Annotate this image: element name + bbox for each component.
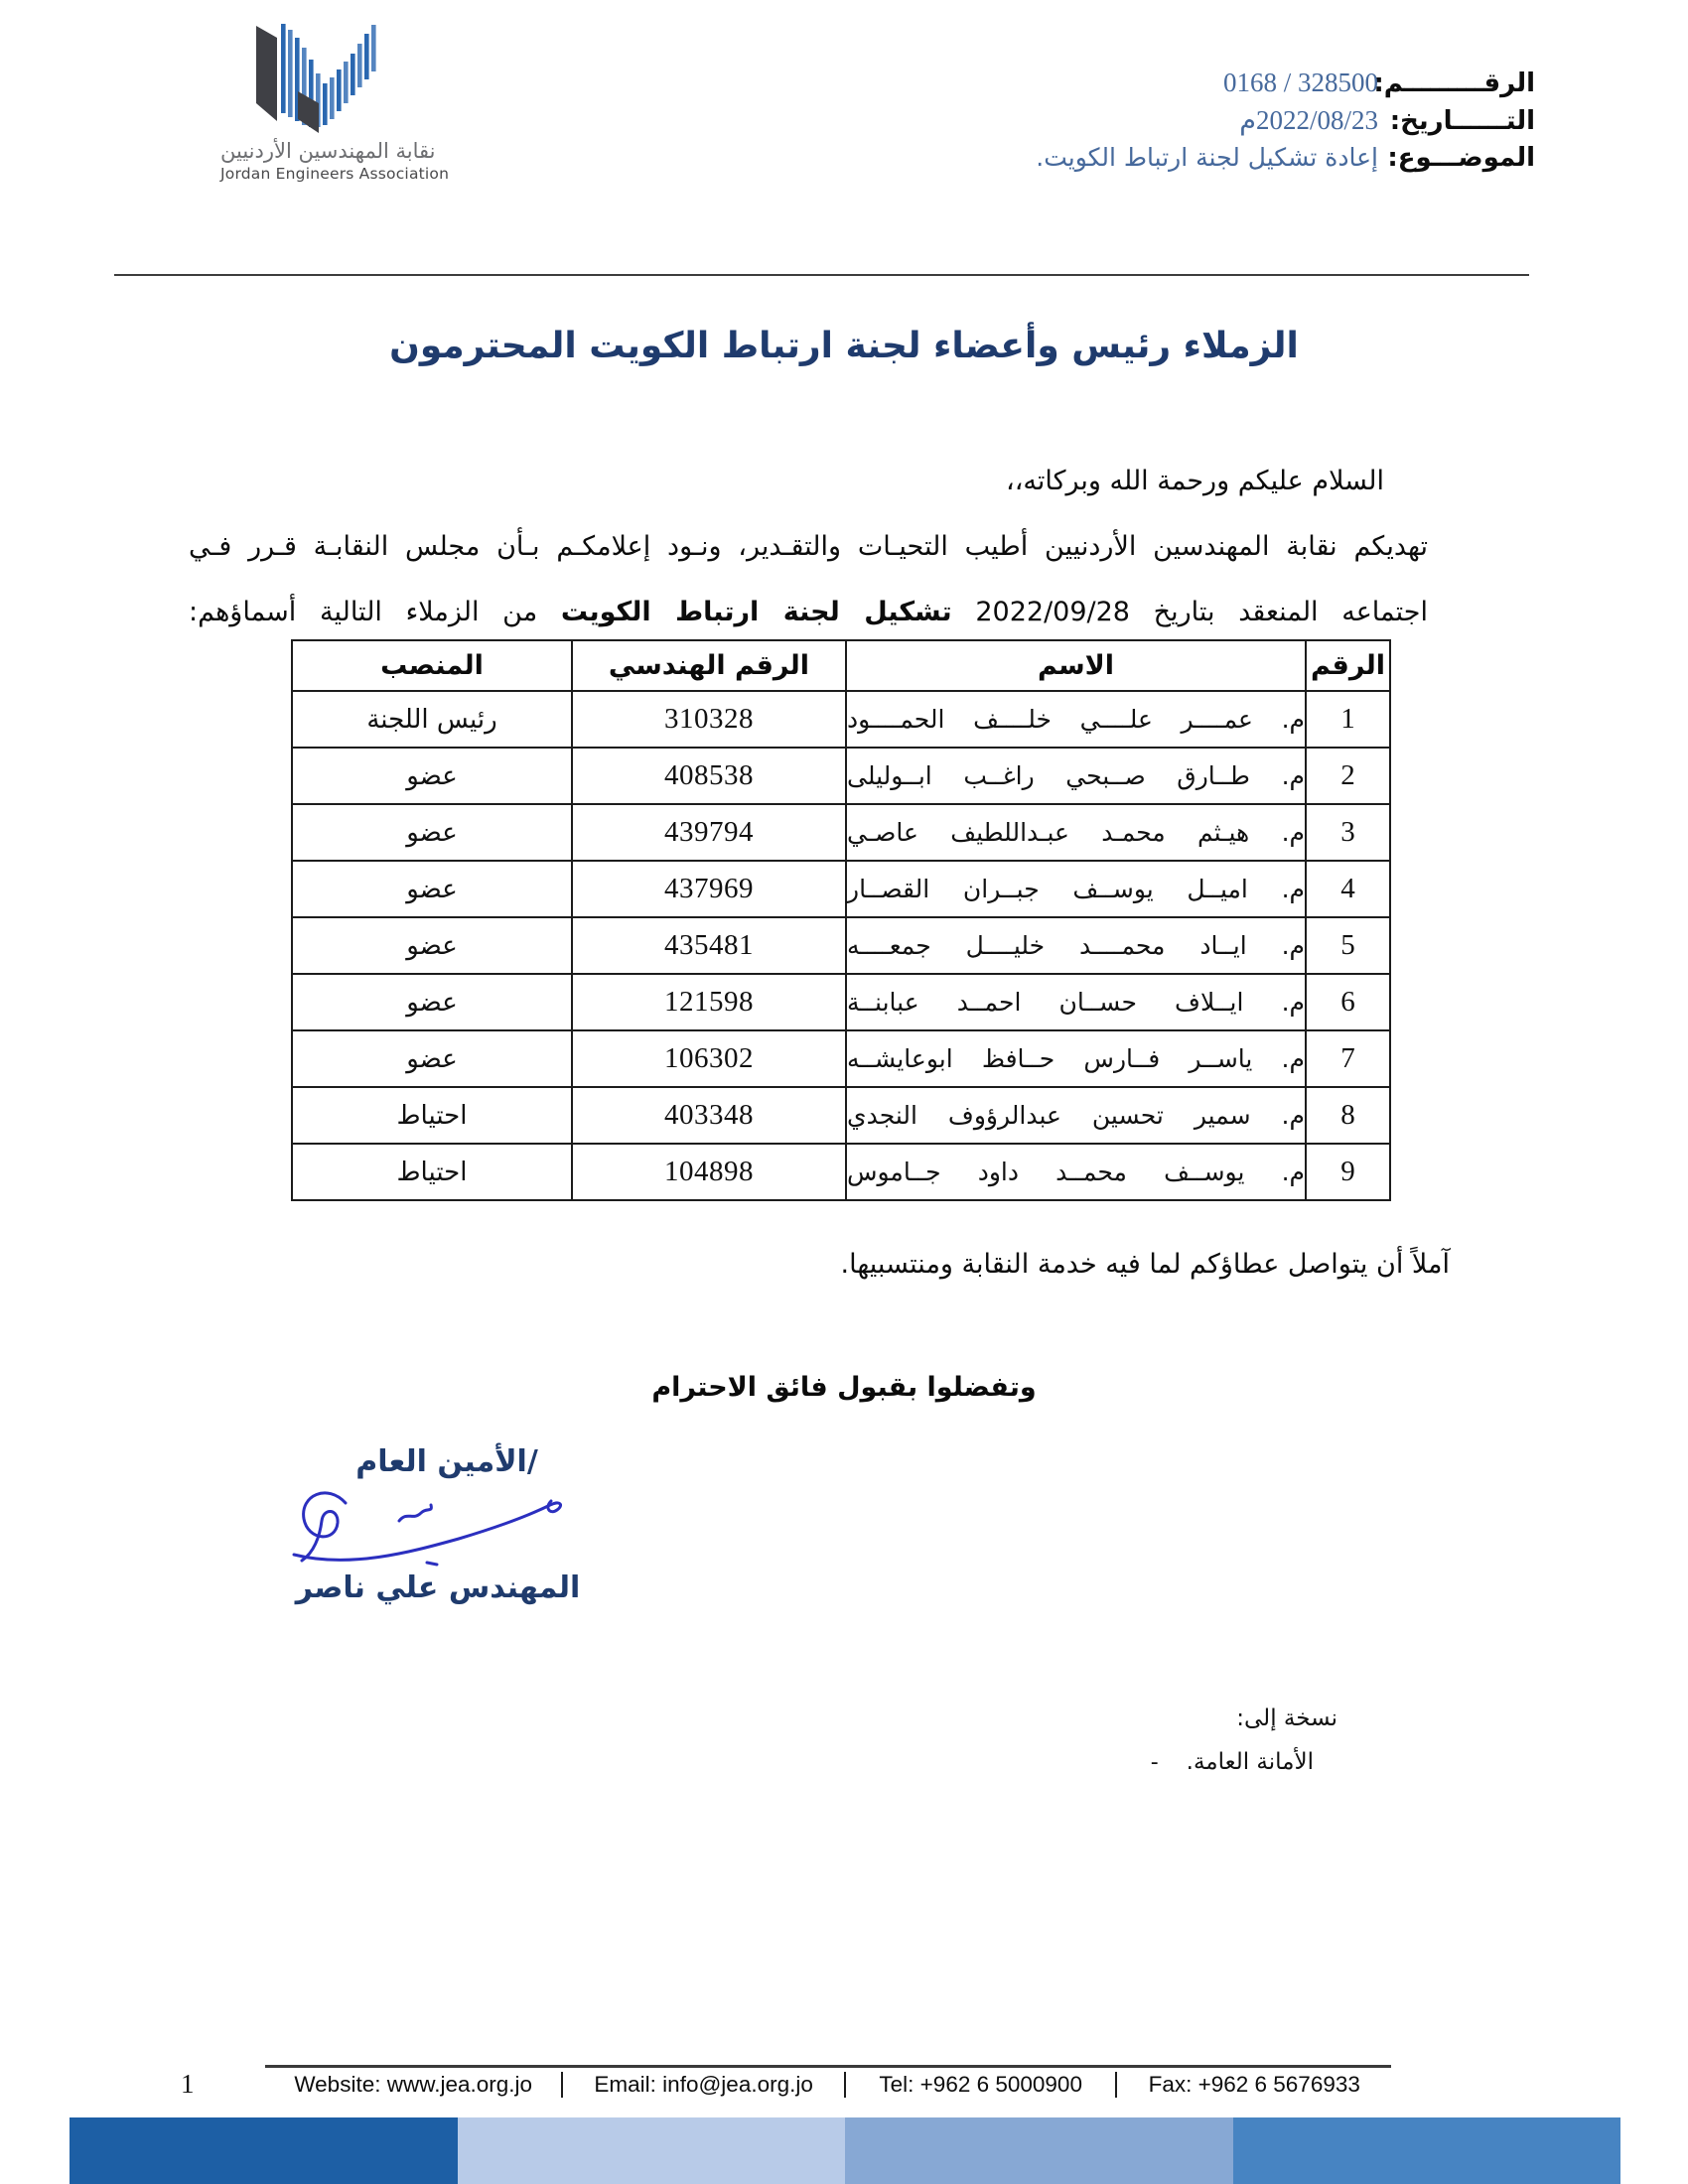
row-no: 6 — [1306, 974, 1390, 1030]
row-position: عضو — [292, 974, 572, 1030]
table-row — [292, 1030, 1390, 1087]
row-eng-no: 310328 — [572, 691, 846, 748]
row-name: م. يوســف محمــد داود جــاموس — [846, 1144, 1306, 1200]
table-row — [292, 1144, 1390, 1200]
bottom-color-bar — [70, 2117, 1620, 2184]
row-no: 7 — [1306, 1030, 1390, 1087]
footer-fax: Fax: +962 6 5676933 — [1115, 2072, 1391, 2098]
copy-to-label: نسخة إلى: — [1236, 1706, 1337, 1731]
footer-email: Email: info@jea.org.jo — [561, 2072, 844, 2098]
row-no: 1 — [1306, 691, 1390, 748]
row-position: احتياط — [292, 1087, 572, 1144]
footer-tel: Tel: +962 6 5000900 — [844, 2072, 1116, 2098]
date-value: 2022/08/23م — [1239, 105, 1378, 135]
body-line-3-pre: اجتماعه المنعقد بتاريخ 2022/09/28 — [951, 597, 1428, 627]
table-row — [292, 917, 1390, 974]
row-position: رئيس اللجنة — [292, 691, 572, 748]
row-no: 3 — [1306, 804, 1390, 861]
meta-row-subject — [1036, 143, 1535, 181]
number-value: 0168 / 328500 — [1222, 68, 1378, 97]
logo-name-arabic: نقابة المهندسين الأردنيين — [220, 139, 436, 163]
row-position: عضو — [292, 804, 572, 861]
row-eng-no: 408538 — [572, 748, 846, 804]
row-position: عضو — [292, 748, 572, 804]
row-no: 9 — [1306, 1144, 1390, 1200]
row-position: عضو — [292, 917, 572, 974]
jea-logo — [220, 16, 450, 183]
meta-row-number — [1036, 68, 1535, 105]
subject-label: الموضـــوع: — [1387, 143, 1535, 173]
color-bar-segment — [70, 2117, 458, 2184]
row-no: 4 — [1306, 861, 1390, 917]
row-name: م. ايــلاف حســان احمــد عبابنــة — [846, 974, 1306, 1030]
body-line-3-bold: تشكيل لجنة ارتباط الكويت — [560, 597, 952, 627]
closing-wish: آملاً أن يتواصل عطاؤكم لما فيه خدمة النقابة ومنتسبيها. — [840, 1249, 1450, 1280]
table-header-row — [292, 640, 1390, 691]
closing-respect: وتفضلوا بقبول فائق الاحترام — [651, 1372, 1037, 1403]
row-eng-no: 106302 — [572, 1030, 846, 1087]
logo-name-english: Jordan Engineers Association — [220, 165, 450, 183]
copy-to-item — [1151, 1749, 1314, 1775]
letter-body — [189, 449, 1428, 645]
header-eng-no: الرقم الهندسي — [572, 640, 846, 691]
color-bar-segment — [1233, 2117, 1621, 2184]
copy-to-dash: - — [1150, 1750, 1159, 1775]
header-no: الرقم — [1306, 640, 1390, 691]
date-label: التــــــاريخ: — [1389, 106, 1535, 136]
row-position: عضو — [292, 1030, 572, 1087]
row-name: م. هيـثم محمـد عبـداللطيف عاصـي — [846, 804, 1306, 861]
meta-row-date — [1036, 105, 1535, 143]
row-position: احتياط — [292, 1144, 572, 1200]
color-bar-segment — [458, 2117, 846, 2184]
row-eng-no: 121598 — [572, 974, 846, 1030]
number-label: الرقـــــــــم: — [1373, 68, 1535, 98]
letter-title: الزملاء رئيس وأعضاء لجنة ارتباط الكويت المحترمون — [389, 326, 1299, 366]
row-name: م. ايــاد محمــــد خليــــل جمعــــه — [846, 917, 1306, 974]
row-eng-no: 439794 — [572, 804, 846, 861]
row-name: م. عمــــر علــــي خلــــف الحمــــود — [846, 691, 1306, 748]
row-name: م. سمير تحسين عبدالرؤوف النجدي — [846, 1087, 1306, 1144]
signature-scribble-icon — [280, 1481, 583, 1580]
footer-website: Website: www.jea.org.jo — [294, 2072, 533, 2097]
header-position: المنصب — [292, 640, 572, 691]
table-row — [292, 861, 1390, 917]
jea-logo-icon — [256, 16, 383, 133]
subject-value: إعادة تشكيل لجنة ارتباط الكويت. — [1036, 143, 1378, 172]
row-name: م. طــارق صــبحي راغــب ابــوليلى — [846, 748, 1306, 804]
table-row — [292, 691, 1390, 748]
body-line-3-post: من الزملاء التالية أسماؤهم: — [189, 597, 561, 627]
table-row — [292, 804, 1390, 861]
row-name: م. ياســر فــارس حــافظ ابوعايشــه — [846, 1030, 1306, 1087]
row-position: عضو — [292, 861, 572, 917]
row-no: 2 — [1306, 748, 1390, 804]
header-name: الاسم — [846, 640, 1306, 691]
row-no: 5 — [1306, 917, 1390, 974]
letter-meta — [1036, 68, 1535, 181]
table-row — [292, 974, 1390, 1030]
page-number: 1 — [181, 2069, 195, 2099]
row-no: 8 — [1306, 1087, 1390, 1144]
row-eng-no: 437969 — [572, 861, 846, 917]
row-eng-no: 104898 — [572, 1144, 846, 1200]
color-bar-segment — [845, 2117, 1233, 2184]
body-line-2: تهديكم نقابة المهندسين الأردنيين أطيب التحيـات والتقـدير، ونـود إعلامكـم بـأن مجلس النقابـة قـرر فـي — [189, 531, 1428, 562]
greeting-line: السلام عليكم ورحمة الله وبركاته،، — [1006, 466, 1384, 496]
signature-name: المهندس علي ناصر — [295, 1570, 581, 1605]
table-row — [292, 748, 1390, 804]
body-line-3 — [189, 580, 1428, 645]
copy-to-text: الأمانة العامة. — [1186, 1749, 1314, 1775]
footer-contact-bar — [265, 2068, 1391, 2102]
table-row — [292, 1087, 1390, 1144]
header-divider — [114, 274, 1529, 276]
row-eng-no: 435481 — [572, 917, 846, 974]
committee-table — [291, 639, 1391, 1201]
row-name: م. اميــل يوســف جبــران القصــار — [846, 861, 1306, 917]
signature-title: /الأمين العام — [355, 1444, 538, 1479]
row-eng-no: 403348 — [572, 1087, 846, 1144]
